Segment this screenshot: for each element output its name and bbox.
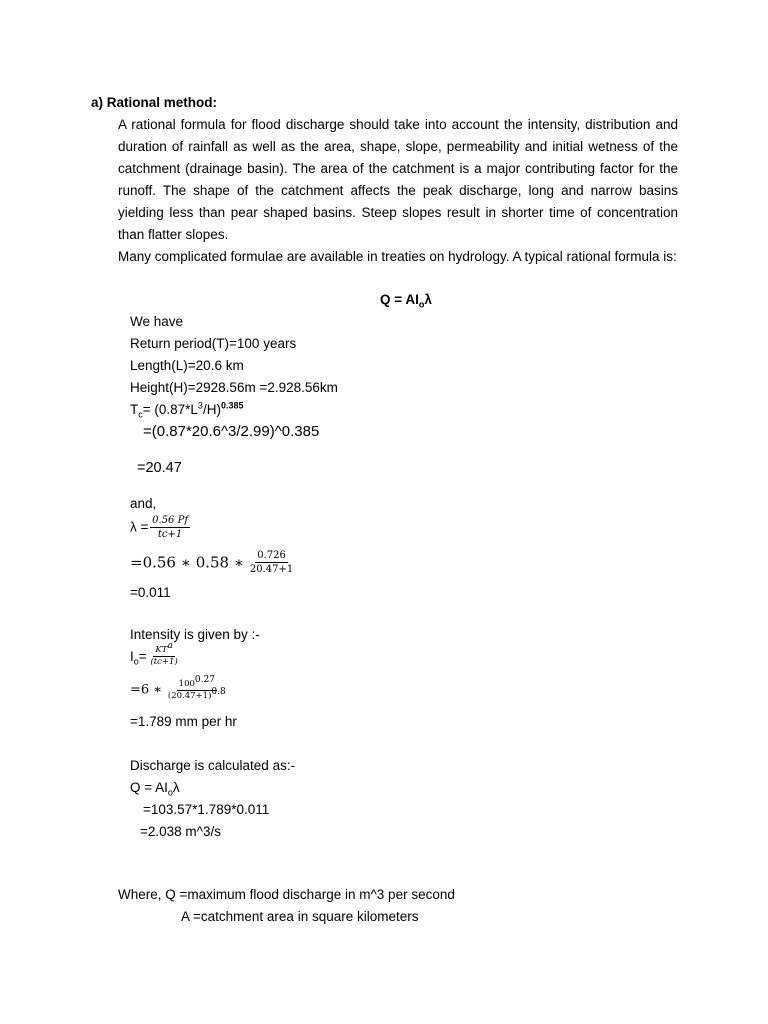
we-have-label: We have (130, 314, 184, 329)
paragraph-rational-formula: A rational formula for flood discharge should take into account the intensity, distribution and duration of rainfall as well as the area, shape, slope, permeability and initial wetness of the catchment (drainage basin). The area of the catchment is a major contributing factor for the runoff. The shape of the catchment affects the peak discharge, long and narrow basins yielding less than pear shaped basins. Steep slopes result in shorter time of concentration than flatter slopes. (118, 117, 678, 242)
intensity-numerator: $KT^a$ (155, 641, 173, 655)
intensity-result: =1.789 mm per hr (130, 714, 237, 729)
and-label: and, (130, 496, 157, 511)
where-a-definition: A =catchment area in square kilometers (181, 909, 419, 924)
section-heading: a) Rational method: (91, 95, 218, 110)
tc-formula: $T_c= (0.87*L^3/H)^{0.385}$ (130, 400, 244, 420)
lambda-result: =0.011 (130, 585, 171, 600)
intensity-step-numerator: $100^{0.27}$ (178, 675, 215, 689)
intensity-intro: Intensity is given by :- (130, 627, 260, 642)
lambda-step: =0.56 ∗ 0.58 ∗ $\frac{0.726}{20.47+1}$ (130, 550, 294, 575)
discharge-result: =2.038 m^3/s (140, 824, 222, 839)
tc-step: =(0.87*20.6^3/2.99)^0.385 (143, 423, 320, 440)
where-q-definition: Where, Q =maximum flood discharge in m^3 per second (118, 887, 455, 902)
intensity-formula: $I_o=$ $\frac{KT^a}{(tc+1)}$ (130, 641, 178, 667)
tc-result: =20.47 (137, 460, 182, 476)
height-value: Height(H)=2928.56m =2.928.56km (130, 380, 338, 395)
lambda-formula: λ = $\frac{0.56 Pf}{tc+1}$ (130, 515, 189, 540)
paragraph-typical-formula: Many complicated formulae are available in treaties on hydrology. A typical rational formula is: (118, 249, 677, 264)
lambda-numerator: 0.56 Pf (152, 515, 189, 526)
discharge-intro: Discharge is calculated as:- (130, 758, 296, 773)
length-value: Length(L)=20.6 km (130, 358, 244, 373)
lambda-step-denominator: 20.47+1 (249, 564, 294, 575)
intensity-denominator: (tc+1) (150, 657, 178, 667)
intensity-step-denominator: $(20.47+1)^{0.8}$ (167, 687, 226, 701)
intensity-step: =6 ∗ $\frac{100^{0.27}}{(20.47+1)^{0.8}}$ (130, 675, 226, 701)
lambda-denominator: tc+1 (157, 529, 183, 540)
discharge-formula: $Q = AI_o\lambda$ (130, 780, 180, 798)
return-period: Return period(T)=100 years (130, 336, 297, 351)
main-formula: $Q = AI_o\lambda$ (380, 292, 432, 310)
discharge-step: =103.57*1.789*0.011 (143, 802, 270, 817)
lambda-step-numerator: 0.726 (257, 550, 286, 561)
